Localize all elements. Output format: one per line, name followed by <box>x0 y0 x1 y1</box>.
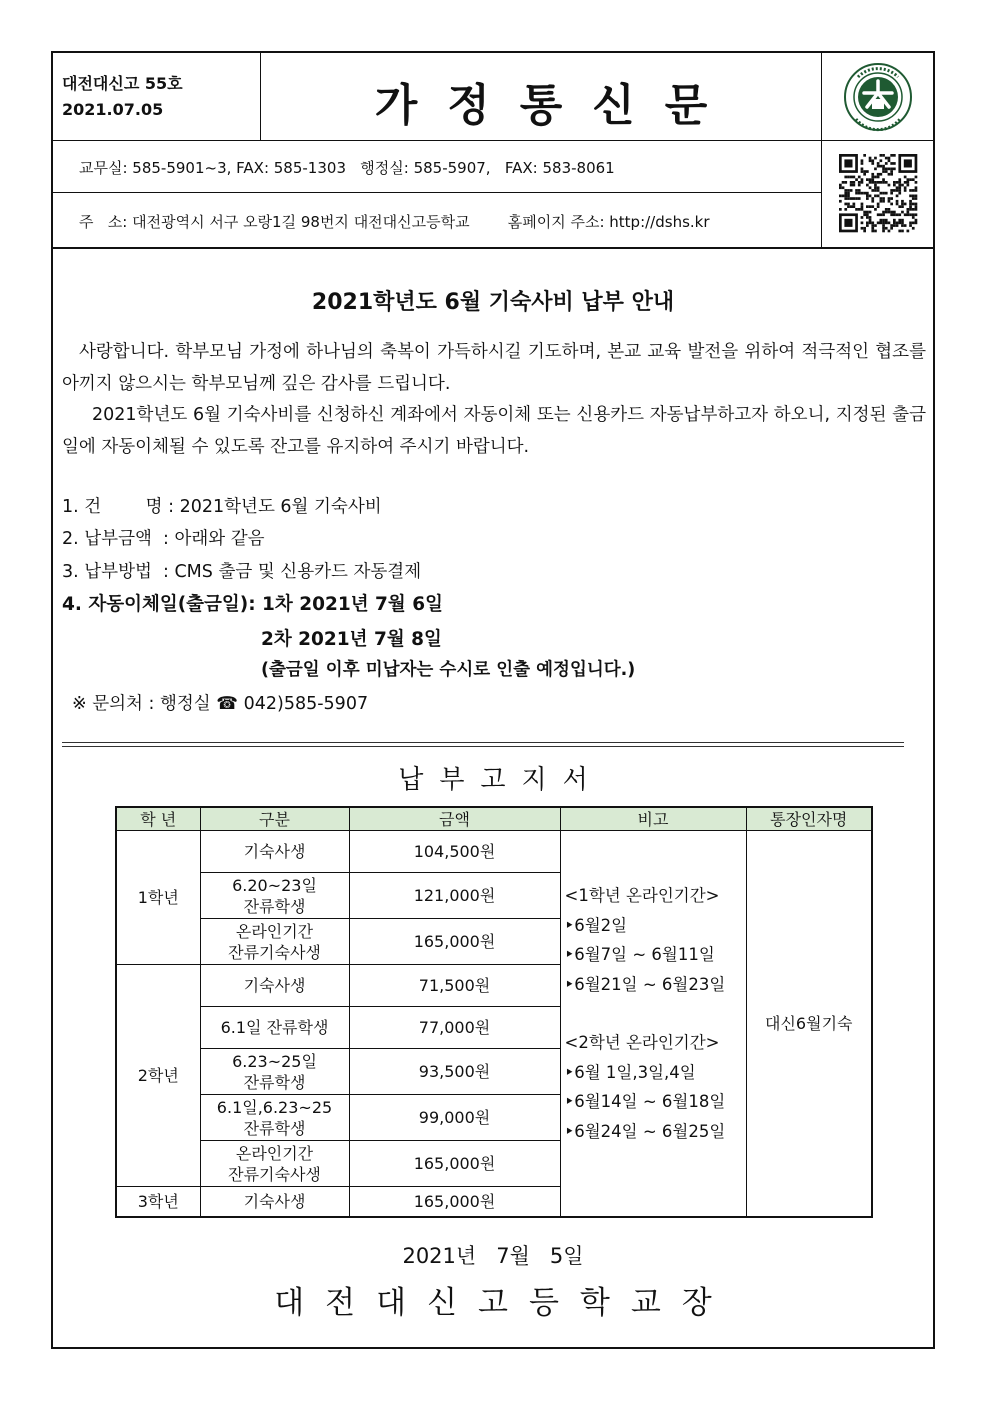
category-cell: 6.1일,6.23~25 잔류학생 <box>200 1095 349 1141</box>
double-divider <box>62 742 904 747</box>
contact-info: 교무실: 585-5901~3, FAX: 585-1303 행정실: 585-5907, FAX: 583-8061 <box>79 159 615 177</box>
greeting-paragraph: 사랑합니다. 학부모님 가정에 하나님의 축복이 가득하시길 기도하며, 본교 교육 발전을 위하여 적극적인 협조를 아끼지 않으시는 학부모님께 깊은 감사를 드립니다. <box>62 342 926 394</box>
contact-row <box>53 141 821 193</box>
bill-title: 납부고지서 <box>398 765 604 795</box>
remarks-cell <box>560 831 746 1217</box>
table-row <box>116 831 872 873</box>
grade-cell: 2학년 <box>116 965 200 1187</box>
logo-box <box>821 53 933 141</box>
header-divider <box>53 247 933 249</box>
second-withdrawal: 2차 2021년 7월 8일 <box>261 629 442 650</box>
amount-cell: 93,500원 <box>349 1049 560 1095</box>
notice-title: 2021학년도 6월 기숙사비 납부 안내 <box>311 290 675 315</box>
category-cell: 온라인기간 잔류기숙사생 <box>200 919 349 965</box>
item-amount: 2. 납부금액 : 아래와 같음 <box>62 529 265 549</box>
remark-line: ‣6월 1일,3일,4일 <box>564 1062 696 1082</box>
principal-signature: 대전대신고등학교장 <box>274 1285 733 1321</box>
school-emblem-icon <box>822 53 934 141</box>
address-info: 주 소: 대전광역시 서구 오랑1길 98번지 대전대신고등학교 홈페이지 주소: http://dshs.kr <box>79 213 710 231</box>
category-cell: 6.23~25일 잔류학생 <box>200 1049 349 1095</box>
fee-table <box>115 806 873 1218</box>
remark-line <box>565 999 746 1028</box>
issue-number: 대전대신고 55호 <box>62 74 183 93</box>
item-withdrawal-date: 4. 자동이체일(출금일): 1차 2021년 7월 6일 <box>62 594 443 615</box>
remark-line: ‣6월21일 ~ 6월23일 <box>564 974 726 994</box>
remark-line: <2학년 온라인기간> <box>564 1033 720 1052</box>
remark-line: ‣6월7일 ~ 6월11일 <box>564 945 715 964</box>
amount-cell: 99,000원 <box>349 1095 560 1141</box>
withdrawal-note: (출금일 이후 미납자는 수시로 인출 예정입니다.) <box>261 660 636 680</box>
amount-cell: 165,000원 <box>349 1187 560 1217</box>
category-cell: 기숙사생 <box>200 1187 349 1217</box>
grade-cell: 3학년 <box>116 1187 200 1217</box>
item-method: 3. 납부방법 : CMS 출금 및 신용카드 자동결제 <box>62 562 422 582</box>
amount-cell: 165,000원 <box>349 1141 560 1187</box>
amount-cell: 121,000원 <box>349 873 560 919</box>
address-row <box>53 193 821 247</box>
amount-cell: 77,000원 <box>349 1007 560 1049</box>
table-header-row <box>116 807 872 831</box>
inquiry-line: ※ 문의처 : 행정실 ☎ 042)585-5907 <box>72 694 369 714</box>
category-cell: 6.20~23일 잔류학생 <box>200 873 349 919</box>
amount-cell: 165,000원 <box>349 919 560 965</box>
header-account-name: 통장인자명 <box>746 807 872 831</box>
category-cell: 6.1일 잔류학생 <box>200 1007 349 1049</box>
category-cell: 기숙사생 <box>200 831 349 873</box>
header-grade: 학 년 <box>116 807 200 831</box>
item-subject: 1. 건 명 : 2021학년도 6월 기숙사비 <box>62 497 382 517</box>
page-title: 가정통신문 <box>374 80 738 131</box>
issue-date: 2021.07.05 <box>62 100 164 119</box>
newsletter-page <box>51 51 935 1349</box>
category-cell: 온라인기간 잔류기숙사생 <box>200 1141 349 1187</box>
header-category: 구분 <box>200 807 349 831</box>
header-remarks: 비고 <box>560 807 746 831</box>
account-name-cell: 대신6월기숙 <box>746 831 872 1217</box>
qr-code-icon <box>822 141 934 247</box>
remark-line: ‣6월2일 <box>564 915 628 935</box>
amount-cell: 71,500원 <box>349 965 560 1007</box>
category-cell: 기숙사생 <box>200 965 349 1007</box>
instruction-paragraph: 2021학년도 6월 기숙사비를 신청하신 계좌에서 자동이체 또는 신용카드 자동납부하고자 하오니, 지정된 출금일에 자동이체될 수 있도록 잔고를 유지하여 주시기 바랍니다. <box>62 405 926 457</box>
issue-info <box>53 53 261 141</box>
qr-box <box>821 141 933 247</box>
issue-date-footer: 2021년 7월 5일 <box>402 1244 584 1268</box>
amount-cell: 104,500원 <box>349 831 560 873</box>
remark-line: <1학년 온라인기간> <box>564 886 720 905</box>
title-box <box>261 53 821 141</box>
remark-line: ‣6월14일 ~ 6월18일 <box>564 1092 726 1111</box>
header-amount: 금액 <box>349 807 560 831</box>
grade-cell: 1학년 <box>116 831 200 965</box>
remark-line: ‣6월24일 ~ 6월25일 <box>564 1121 726 1141</box>
letterhead <box>53 53 933 247</box>
